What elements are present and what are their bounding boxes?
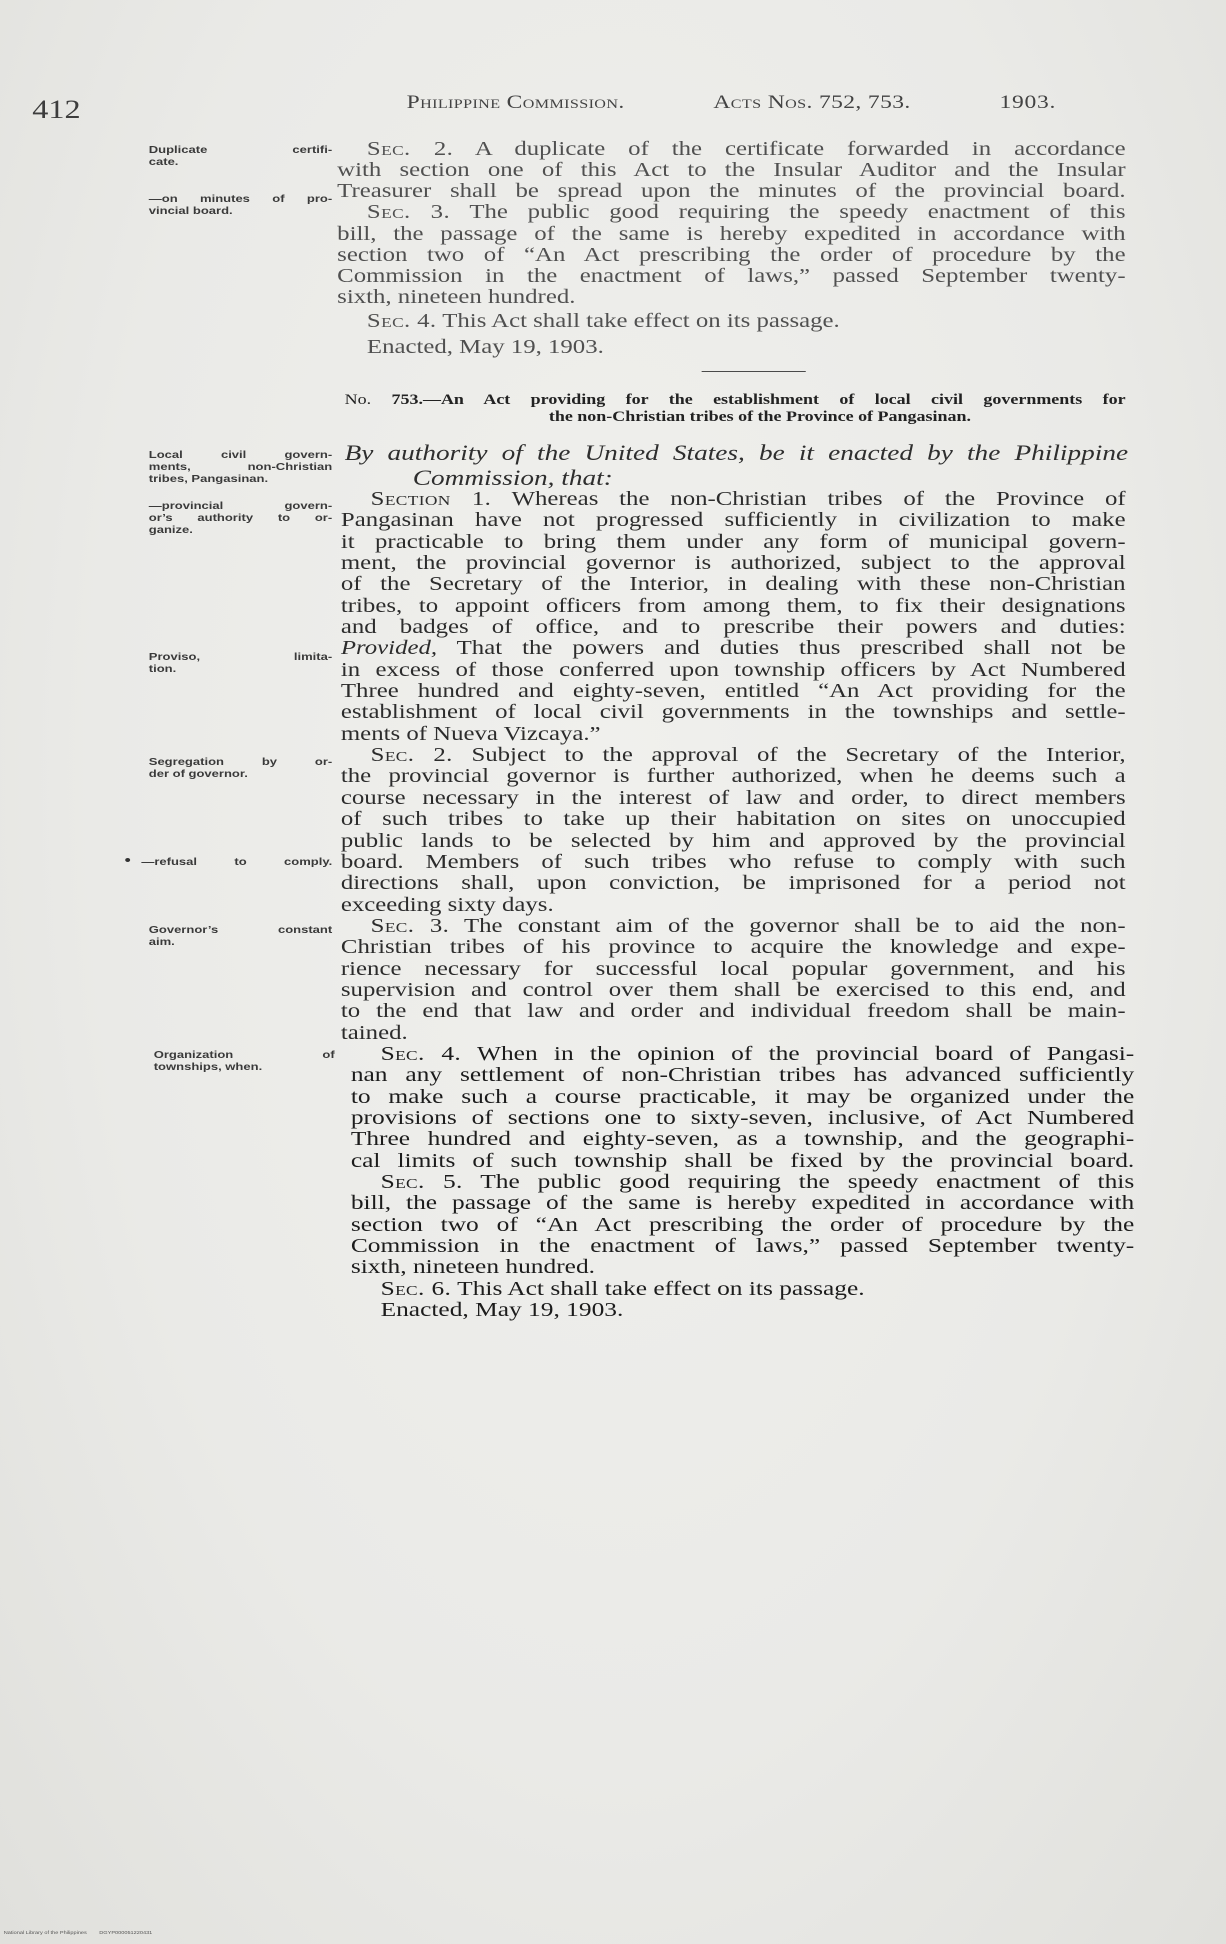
act-753-section-1-line: and badges of office, and to prescribe their powers and duties: (340, 617, 1126, 639)
enacted-date: Enacted, May 19, 1903. (366, 337, 604, 358)
margin-note-local-civil-governments (149, 449, 332, 485)
footer-code: DGYP000051220431 (99, 1930, 153, 1935)
act-753-sec-2-line: public lands to be selected by him and approved by the provincial (340, 830, 1126, 852)
margin-note-line: —provincial govern- (148, 500, 333, 512)
line-text: Subject to the approval of the Secretary of the Interior, (471, 745, 1126, 767)
act-753-sec-2-line: the provincial governor is further authorized, when he deems such a (340, 766, 1126, 788)
act-number-prefix: No. (344, 392, 372, 408)
section-label: Sec. 5. (380, 1172, 463, 1194)
proviso-label: Provided, (340, 638, 438, 660)
act-753-section-1-line (341, 489, 1126, 510)
act-752-sec-3-line: bill, the passage of the same is hereby expedited in accordance with (337, 223, 1126, 245)
act-753-sec-6-line (351, 1279, 1134, 1300)
act-753-sec-2-line: course necessary in the interest of law and order, to direct members (340, 787, 1126, 809)
margin-note-minutes (149, 193, 332, 217)
enacting-clause-line: By authority of the United States, be it enacted by the Philippine (344, 440, 1129, 465)
margin-note-line: —on minutes of pro- (148, 193, 333, 205)
act-753-sec-3-line: to the end that law and order and individual freedom shall be main- (340, 1001, 1126, 1023)
section-label: Sec. 4. (366, 311, 437, 332)
running-head (407, 92, 1057, 114)
margin-note-organization-townships (154, 1049, 335, 1073)
running-acts: Acts Nos. 752, 753. (713, 92, 911, 113)
margin-note-line: —refusal to comply. (141, 856, 333, 868)
section-divider-rule (702, 371, 806, 372)
act-753-section-1-line: ment, the provincial governor is authorized, subject to the approval (340, 553, 1126, 575)
margin-note-line: Governor’s constant (148, 924, 333, 936)
act-753-sec-4-line: to make such a course practicable, it may be organized under the (350, 1086, 1135, 1108)
section-label: Sec. 3. (366, 202, 451, 224)
margin-note-duplicate-certificate (149, 144, 332, 168)
section-label: Sec. 4. (380, 1044, 462, 1065)
enacting-clause-line: Commission, that: (412, 465, 613, 490)
margin-note-line: Local civil govern- (148, 449, 333, 461)
scan-footer (4, 1930, 153, 1935)
act-753-sec-3-line: Christian tribes of his province to acquire the knowledge and expe- (340, 937, 1126, 959)
line-text: That the powers and duties thus prescribed shall not be (456, 638, 1126, 660)
act-753-proviso-line (341, 638, 1126, 659)
line-text: Whereas the non-Christian tribes of the Province of (511, 489, 1126, 510)
section-label: Sec. 6. (380, 1278, 452, 1300)
section-label: Sec. 2. (366, 139, 454, 160)
line-text: The public good requiring the speedy enactment of this (469, 202, 1126, 224)
act-753-sec-5-line: sixth, nineteen hundred. (350, 1257, 596, 1279)
margin-note-line: Organization of (153, 1049, 335, 1061)
act-752-sec-3-line (337, 202, 1125, 223)
line-text: The public good requiring the speedy enactment of this (480, 1172, 1135, 1194)
enacting-clause (345, 440, 1128, 490)
act-753-sec-3-line: tained. (340, 1022, 408, 1044)
margin-note-line: tion. (148, 663, 177, 675)
enacted-date: Enacted, May 19, 1903. (380, 1300, 624, 1322)
line-text: 753.—An Act providing for the establishment of local civil governments for (391, 392, 1126, 408)
act-753-sec-4-line: provisions of sections one to sixty-seven, inclusive, of Act Numbered (350, 1108, 1135, 1130)
act-753-section-1-line: tribes, to appoint officers from among them, to fix their designations (340, 595, 1126, 617)
act-752-sec-3-line: section two of “An Act prescribing the order of procedure by the (337, 244, 1126, 266)
act-753-sec-3-line (341, 916, 1126, 937)
footer-library: National Library of the Philippines (3, 1930, 87, 1935)
line-text: The constant aim of the governor shall be to aid the non- (463, 915, 1126, 937)
act-753-sec-5-line: section two of “An Act prescribing the order of procedure by the (350, 1214, 1135, 1236)
page-number: 412 (32, 95, 81, 124)
margin-note-segregation (149, 756, 332, 780)
running-year: 1903. (999, 92, 1057, 113)
act-753-sec-2-line: board. Members of such tribes who refuse to comply with such (340, 851, 1126, 873)
act-753-proviso-line: in excess of those conferred upon township officers by Act Numbered (340, 659, 1126, 681)
margin-note-line: tribes, Pangasinan. (148, 473, 269, 485)
act-752-sec-2-line: Treasurer shall be spread upon the minutes of the provincial board. (337, 181, 1126, 203)
act-753-sec-4-line: Three hundred and eighty-seven, as a township, and the geographi- (350, 1129, 1135, 1151)
act-753-proviso-line: Three hundred and eighty-seven, entitled “An Act providing for the (340, 681, 1126, 703)
margin-dot-mark (125, 858, 130, 862)
running-title: Philippine Commission. (406, 92, 625, 113)
margin-note-line: Segregation by or- (148, 756, 333, 768)
act-752-sec-3-line: Commission in the enactment of laws,” passed September twenty- (337, 265, 1126, 287)
act-752-sec-2-line (337, 139, 1125, 160)
line-text: A duplicate of the certificate forwarded in accordance (474, 139, 1126, 160)
margin-note-line: or’s authority to or- (148, 512, 333, 524)
act-753-sec-5-line: bill, the passage of the same is hereby expedited in accordance with (350, 1193, 1135, 1215)
act-753-sec-4-line: cal limits of such township shall be fixed by the provincial board. (350, 1150, 1135, 1172)
act-753-proviso-line: establishment of local civil governments in the townships and settle- (340, 702, 1126, 724)
act-752-enacted (337, 337, 1125, 358)
act-753-sec-2-line: exceeding sixty days. (340, 894, 554, 916)
act-753-sec-2-line (341, 745, 1126, 766)
act-753-sections-4-6 (351, 1044, 1134, 1321)
section-label: Section 1. (370, 489, 492, 510)
act-753-sec-5-line: Commission in the enactment of laws,” passed September twenty- (350, 1236, 1135, 1258)
line-text: This Act shall take effect on its passage. (442, 311, 840, 332)
act-752-continuation (337, 139, 1125, 308)
margin-note-line: cate. (148, 156, 179, 168)
margin-note-line: Duplicate certifi- (148, 144, 333, 156)
act-753-section-1-line: Pangasinan have not progressed sufficiently in civilization to make (340, 510, 1126, 532)
act-752-sec-4 (337, 311, 1125, 332)
act-752-sec-3-line: sixth, nineteen hundred. (337, 286, 576, 308)
margin-note-refusal (141, 856, 332, 868)
act-753-sec-4-line (351, 1044, 1134, 1065)
line-text: This Act shall take effect on its passage. (457, 1278, 865, 1300)
act-753-sec-3-line: supervision and control over them shall be exercised to this end, and (340, 979, 1126, 1001)
act-753-section-1-line: of the Secretary of the Interior, in dealing with these non-Christian (340, 574, 1126, 596)
line-text: When in the opinion of the provincial board of Pangasi- (476, 1044, 1135, 1065)
act-753-sec-2-line: of such tribes to take up their habitation on sites on unoccupied (340, 809, 1126, 831)
act-753-sec-2-line: directions shall, upon conviction, be imprisoned for a period not (340, 873, 1126, 895)
margin-note-line: Proviso, limita- (148, 651, 333, 663)
act-753-sec-5-line (351, 1172, 1134, 1193)
act-753-sec-3-line: rience necessary for successful local popular government, and his (340, 958, 1126, 980)
margin-note-governor-authority (149, 500, 332, 536)
act-title-line (345, 392, 1126, 409)
margin-note-line: aim. (148, 936, 175, 948)
margin-note-line: townships, when. (153, 1061, 263, 1073)
act-753-proviso-line: ments of Nueva Vizcaya.” (340, 723, 601, 745)
act-752-sec-2-line: with section one of this Act to the Insular Auditor and the Insular (337, 160, 1126, 182)
act-title-line: the non-Christian tribes of the Province of Pangasinan. (548, 409, 971, 425)
act-753-section-1-line: it practicable to bring them under any form of municipal govern- (340, 531, 1126, 553)
margin-note-line: ganize. (148, 524, 193, 536)
margin-note-line: ments, non-Christian (148, 461, 333, 473)
section-label: Sec. 2. (370, 745, 453, 767)
act-753-sections-1-3 (341, 489, 1126, 1044)
margin-note-proviso (149, 651, 332, 675)
act-753-title (345, 392, 1126, 426)
act-753-sec-4-line: nan any settlement of non-Christian tribes has advanced sufficiently (350, 1065, 1135, 1087)
margin-note-line: vincial board. (148, 205, 233, 217)
section-label: Sec. 3. (370, 915, 450, 937)
margin-note-governor-aim (149, 924, 332, 948)
act-752-sec-4-line (337, 311, 1125, 332)
margin-note-line: der of governor. (148, 768, 248, 780)
